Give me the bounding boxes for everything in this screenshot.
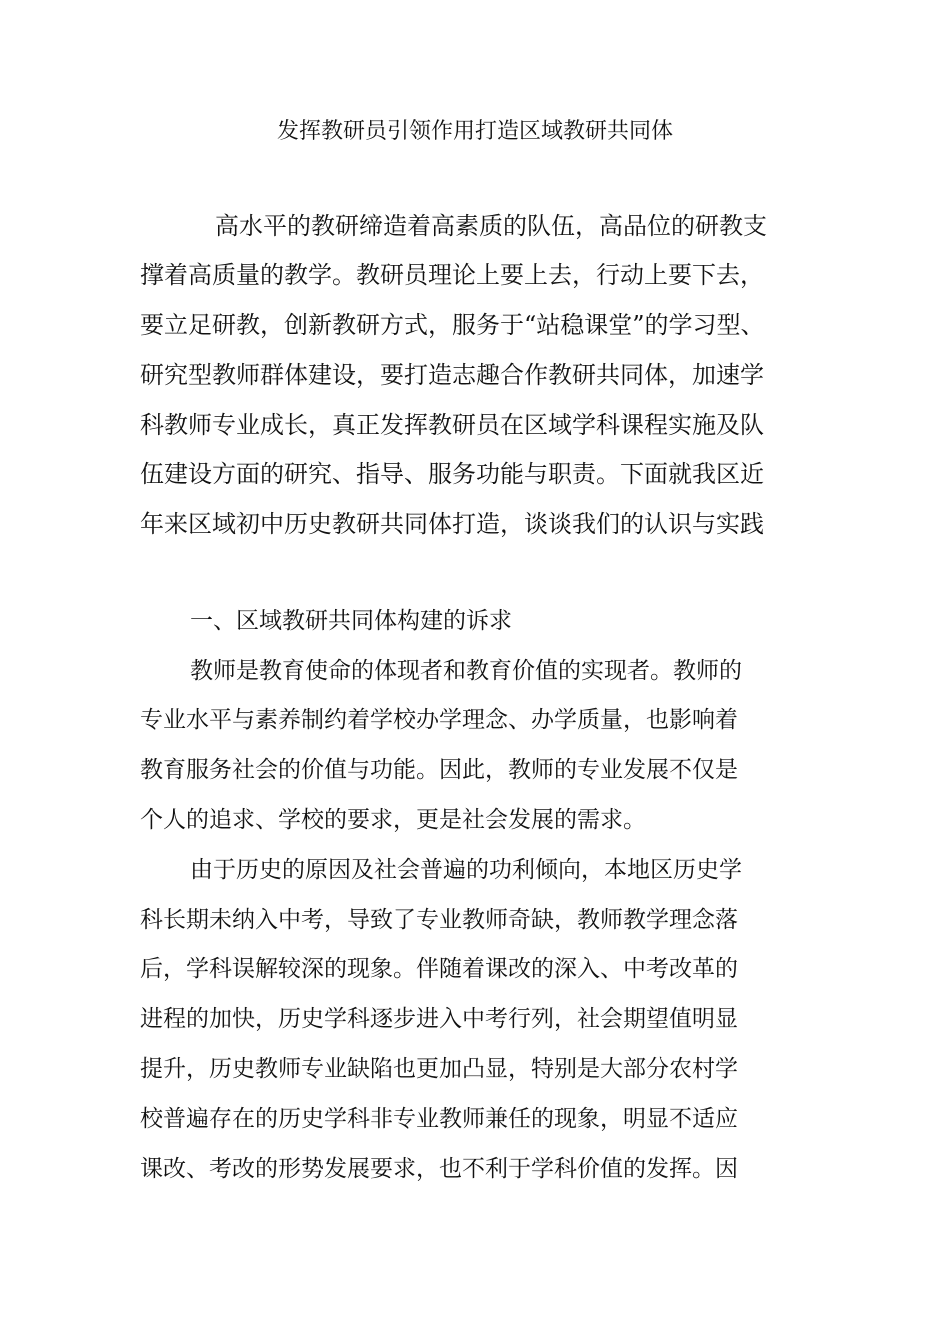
document-title: 发挥教研员引领作用打造区域教研共同体 bbox=[276, 119, 673, 144]
intro-line-2: 撑着高质量的教学。教研员理论上要上去，行动上要下去， bbox=[140, 261, 764, 289]
intro-line-1: 高水平的教研缔造着高素质的队伍，高品位的研教支 bbox=[215, 212, 767, 240]
para2-line-2: 科长期未纳入中考，导致了专业教师奇缺，教师教学理念落 bbox=[140, 907, 738, 933]
para2-line-3: 后，学科误解较深的现象。伴随着课改的深入、中考改革的 bbox=[140, 956, 738, 982]
para1-line-3: 教育服务社会的价值与功能。因此，教师的专业发展不仅是 bbox=[140, 757, 738, 783]
intro-line-6: 伍建设方面的研究、指导、服务功能与职责。下面就我区近 bbox=[140, 460, 764, 488]
intro-line-4: 研究型教师群体建设，要打造志趣合作教研共同体，加速学 bbox=[140, 361, 764, 389]
para2-line-1: 由于历史的原因及社会普遍的功利倾向，本地区历史学 bbox=[190, 857, 742, 883]
intro-line-5: 科教师专业成长，真正发挥教研员在区域学科课程实施及队 bbox=[140, 411, 764, 439]
intro-line-7: 年来区域初中历史教研共同体打造，谈谈我们的认识与实践 bbox=[140, 510, 764, 538]
para2-line-5: 提升，历史教师专业缺陷也更加凸显，特别是大部分农村学 bbox=[140, 1056, 738, 1082]
para1-line-1: 教师是教育使命的体现者和教育价值的实现者。教师的 bbox=[190, 658, 742, 684]
para1-line-4: 个人的追求、学校的要求，更是社会发展的需求。 bbox=[140, 807, 646, 833]
para2-line-6: 校普遍存在的历史学科非专业教师兼任的现象，明显不适应 bbox=[140, 1106, 738, 1132]
intro-line-3: 要立足研教，创新教研方式，服务于“站稳课堂”的学习型、 bbox=[140, 311, 765, 339]
para2-line-4: 进程的加快，历史学科逐步进入中考行列，社会期望值明显 bbox=[140, 1006, 738, 1032]
para1-line-2: 专业水平与素养制约着学校办学理念、办学质量，也影响着 bbox=[140, 707, 738, 733]
para2-line-7: 课改、考改的形势发展要求，也不利于学科价值的发挥。因 bbox=[140, 1156, 738, 1182]
section-heading: 一、区域教研共同体构建的诉求 bbox=[190, 608, 512, 634]
